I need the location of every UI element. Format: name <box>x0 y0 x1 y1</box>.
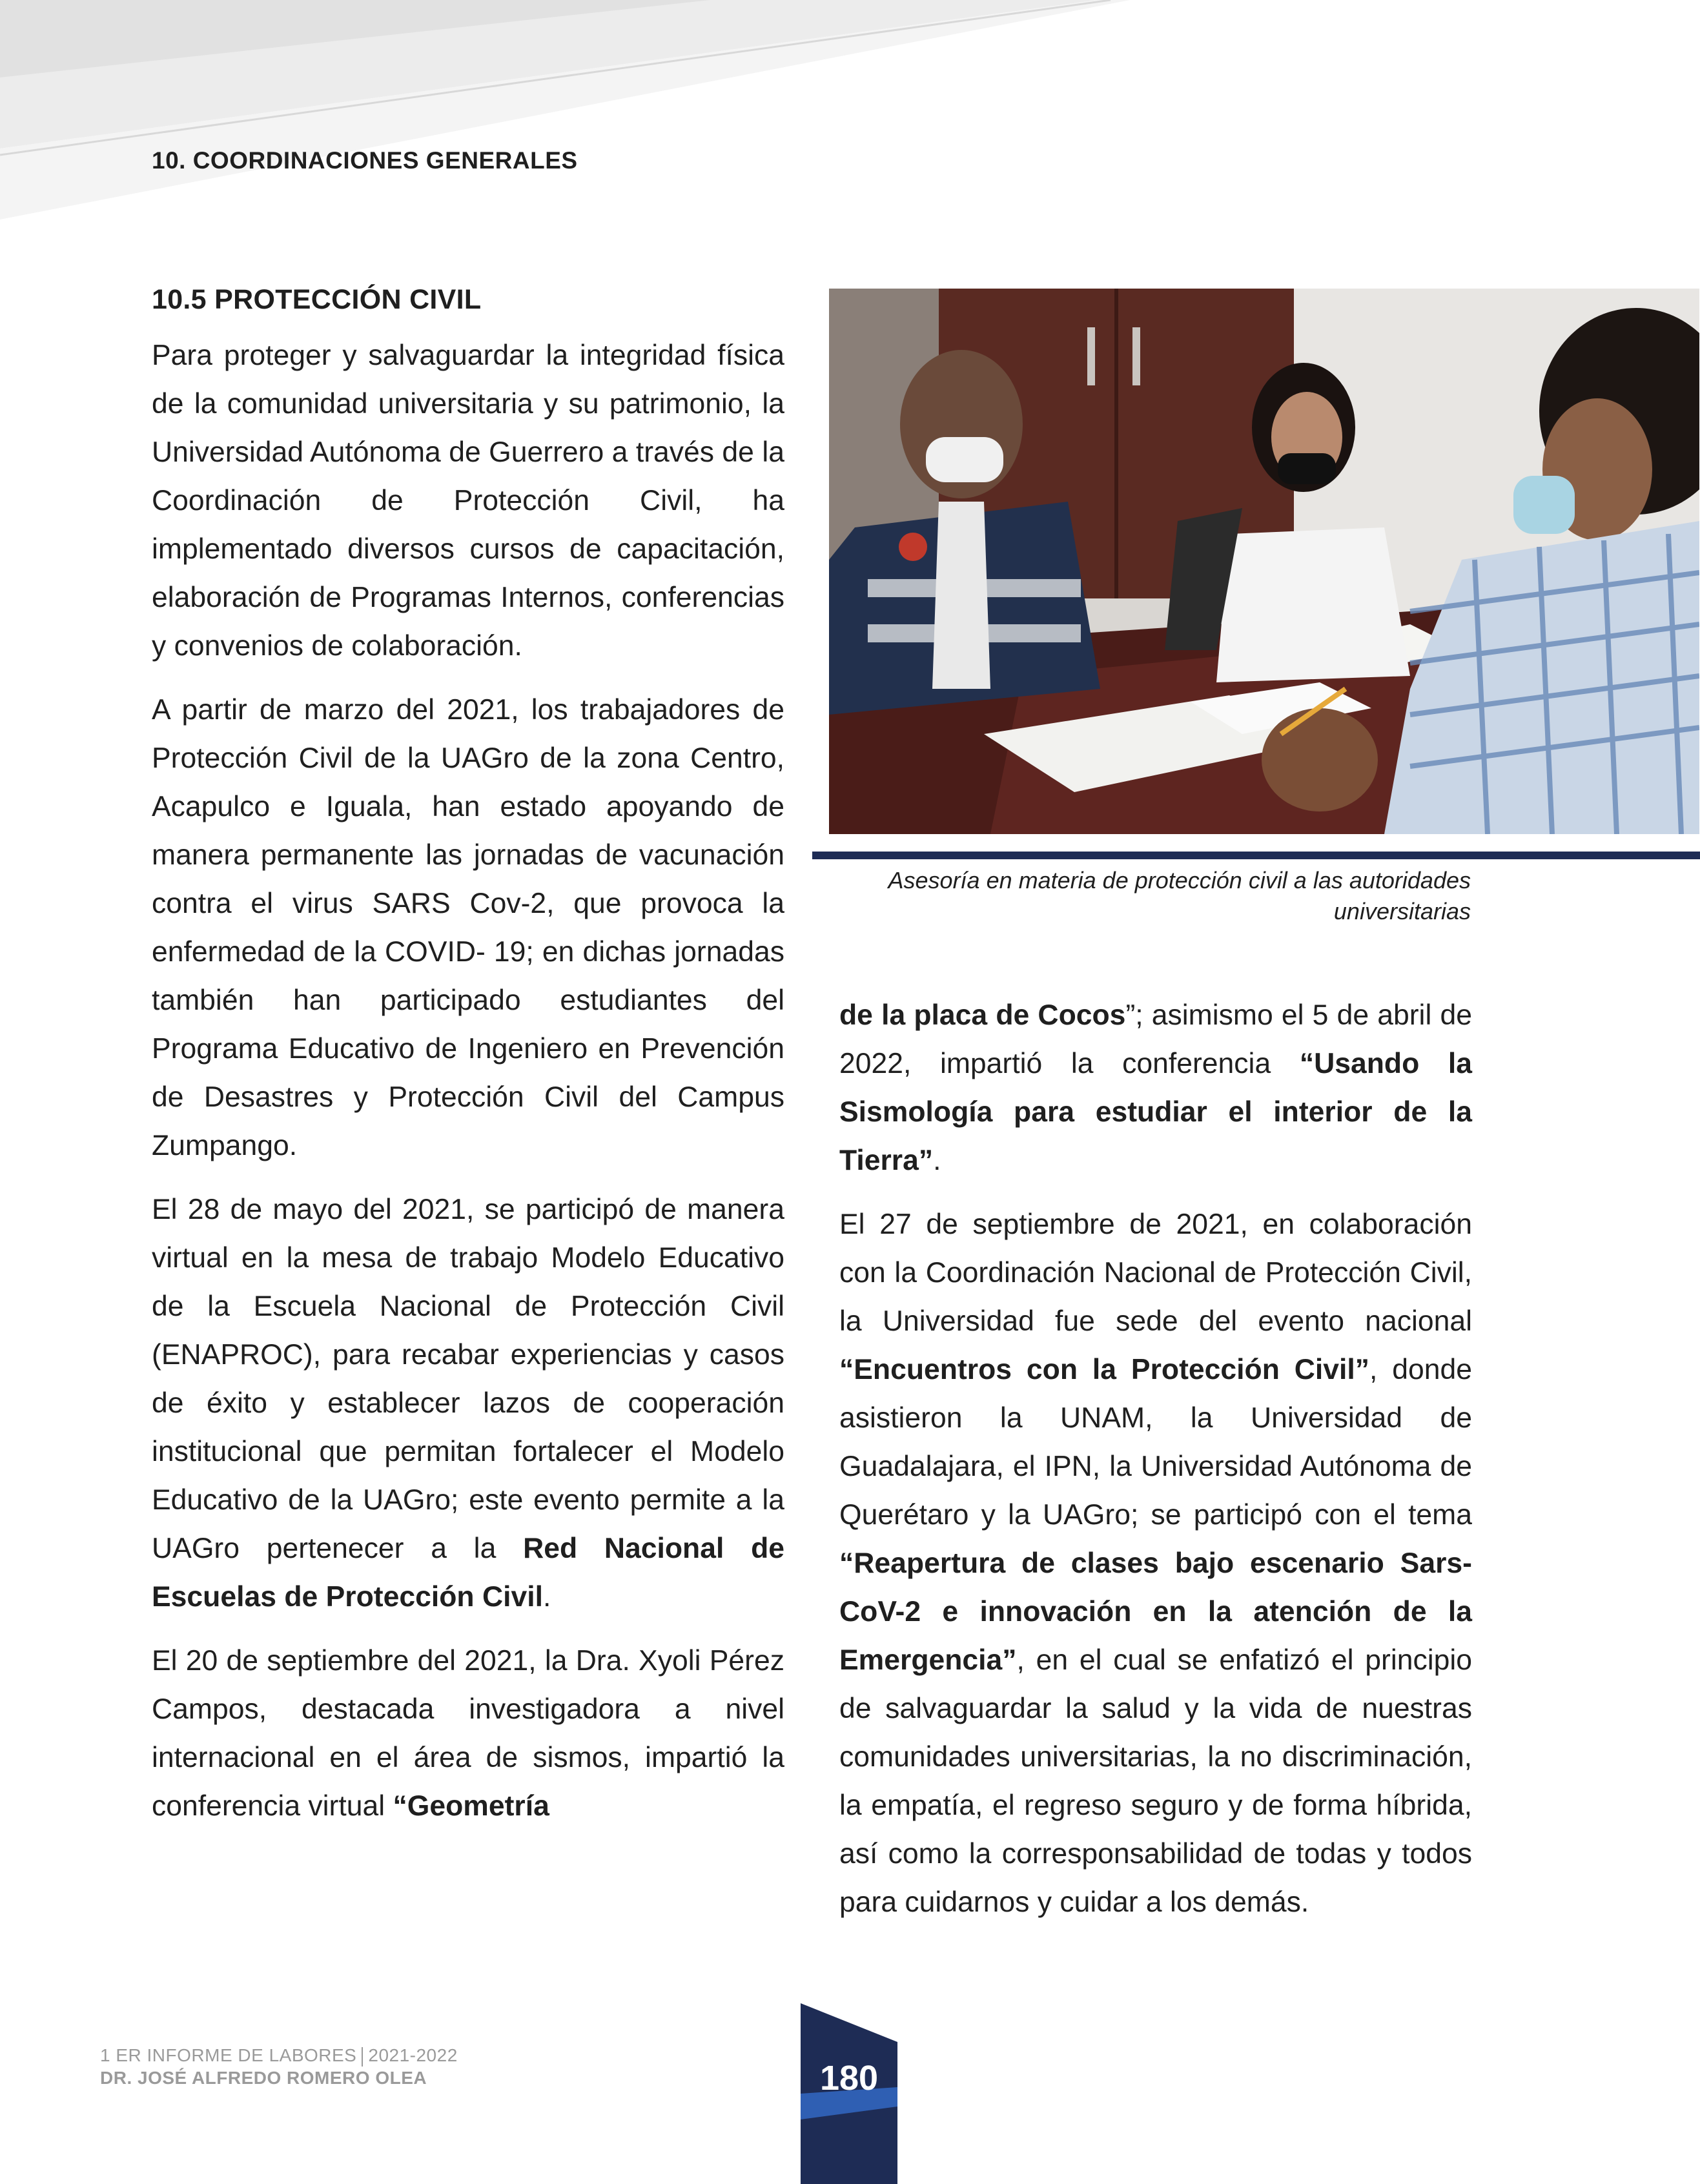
network-name: Red Nacional de Escuelas de Protección Civil <box>152 1533 784 1613</box>
meeting-photo <box>829 289 1699 834</box>
paragraph-text: , en el cual se enfatizó el principio de salvaguardar la salud y la vida de nuestras comunidades universitarias, la no discriminación, la empatía, el regreso seguro y de forma híbrida, así como la corresponsabilidad de todas y todos para cuidarnos y cuidar a los demás. <box>839 1644 1472 1918</box>
page-number: 180 <box>819 2059 879 2097</box>
footer-author: DR. JOSÉ ALFREDO ROMERO OLEA <box>100 2068 427 2088</box>
header-decoration <box>0 0 1700 232</box>
paragraph-text: ”; asimismo el 5 de abril de 2022, impartió la conferencia <box>839 999 1472 1079</box>
report-years: 2021-2022 <box>368 2045 458 2065</box>
right-column <box>839 991 1472 1942</box>
footer-separator <box>362 2047 363 2067</box>
paragraph-vaccination: A partir de marzo del 2021, los trabajadores de Protección Civil de la UAGro de la zona Centro, Acapulco e Iguala, han estado apoyando de manera permanente las jornadas de vacunación contra el virus SARS Cov-2, que provoca la enfermedad de la COVID- 19; en dichas jornadas también han participado estudiantes del Programa Educativo de Ingeniero en Prevención de Desastres y Protección Civil del Campus Zumpango. <box>152 694 784 1161</box>
paragraph-text: . <box>542 1581 551 1613</box>
event-name: “Encuentros con la Protección Civil” <box>839 1354 1369 1385</box>
paragraph-enaproc <box>152 1185 784 1621</box>
left-column <box>152 284 784 1846</box>
paragraph-conference-continued <box>839 991 1472 1185</box>
paragraph-encuentros <box>839 1200 1472 1926</box>
conference-title: “Usando la Sismología para estudiar el interior de la Tierra” <box>839 1048 1472 1176</box>
paragraph-text: , donde asistieron la UNAM, la Universidad de Guadalajara, el IPN, la Universidad Autónoma de Querétaro y la UAGro; se participó con el tema <box>839 1354 1472 1531</box>
photo-divider <box>812 852 1700 859</box>
topic-title: “Reapertura de clases bajo escenario Sars-CoV-2 e innovación en la atención de la Emergencia” <box>839 1547 1472 1676</box>
conference-title: “Geometría <box>393 1790 549 1822</box>
paragraph-conference <box>152 1637 784 1830</box>
paragraph-text: . <box>933 1145 941 1176</box>
paragraph-text: El 28 de mayo del 2021, se participó de manera virtual en la mesa de trabajo Modelo Educativo de la Escuela Nacional de Protección Civil (ENAPROC), para recabar experiencias y casos de éxito y establecer lazos de cooperación institucional que permitan fortalecer el Modelo Educativo de la UAGro; este evento permite a la UAGro pertenecer a la <box>152 1194 784 1564</box>
section-title: 10.5 PROTECCIÓN CIVIL <box>152 284 482 315</box>
conference-title: de la placa de Cocos <box>839 999 1126 1031</box>
paragraph-text: El 20 de septiembre del 2021, la Dra. Xyoli Pérez Campos, destacada investigadora a nivel internacional en el área de sismos, impartió la conferencia virtual <box>152 1645 784 1822</box>
paragraph-text: El 27 de septiembre de 2021, en colaboración con la Coordinación Nacional de Protección Civil, la Universidad fue sede del evento nacional <box>839 1209 1472 1337</box>
footer-report <box>100 2045 458 2067</box>
paragraph-intro: Para proteger y salvaguardar la integridad física de la comunidad universitaria y su patrimonio, la Universidad Autónoma de Guerrero a través de la Coordinación de Protección Civil, ha implementado diversos cursos de capacitación, elaboración de Programas Internos, conferencias y convenios de colaboración. <box>152 340 784 662</box>
photo-caption: Asesoría en materia de protección civil a las autoridades universitarias <box>888 867 1471 924</box>
section-header: 10. COORDINACIONES GENERALES <box>152 147 578 174</box>
report-title: 1 ER INFORME DE LABORES <box>100 2045 357 2065</box>
